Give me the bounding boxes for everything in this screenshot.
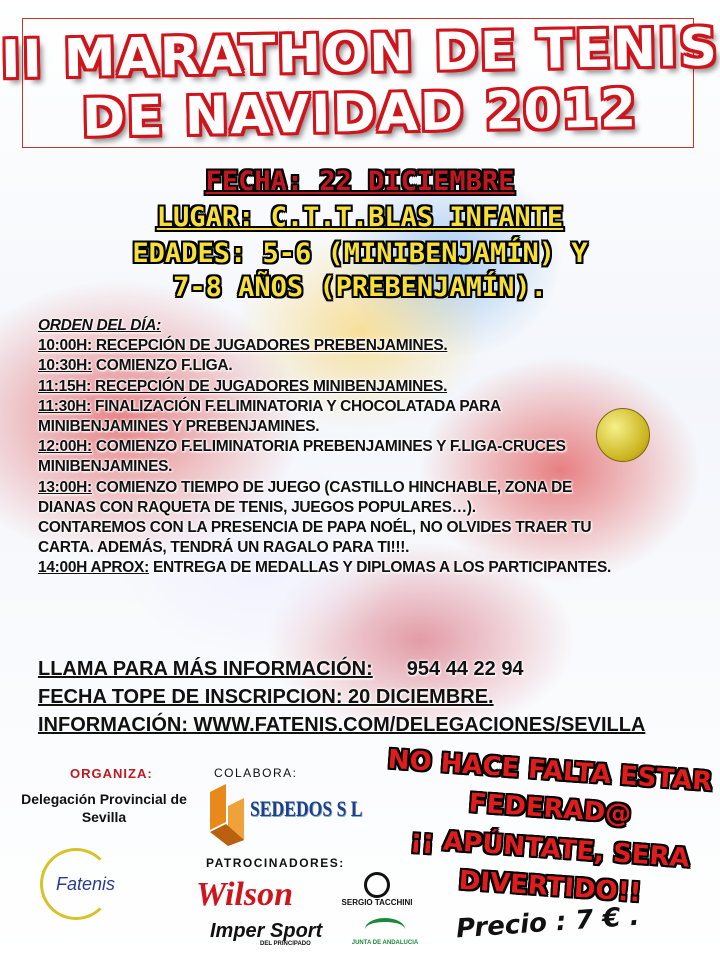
junta-arc-icon	[365, 918, 405, 940]
organiza-name: Delegación Provincial de Sevilla	[21, 791, 187, 825]
event-location: LUGAR: C.T.T.BLAS INFANTE	[156, 202, 564, 233]
event-date: FECHA: 22 DICIEMBRE	[205, 166, 515, 197]
schedule-item: 11:15H: RECEPCIÓN DE JUGADORES MINIBENJAMINES.	[38, 377, 448, 395]
junta-andalucia-logo: JUNTA DE ANDALUCIA	[330, 918, 440, 946]
wilson-logo: Wilson	[196, 876, 294, 913]
schedule-item: 13:00H: COMIENZO TIEMPO DE JUEGO (CASTILLO HINCHABLE, ZONA DE	[38, 478, 573, 496]
schedule-item: DIANAS CON RAQUETA DE TENIS, JUEGOS POPULARES…).	[38, 498, 476, 516]
schedule-item: 14:00H APROX: ENTREGA DE MEDALLAS Y DIPLOMAS A LOS PARTICIPANTES.	[38, 559, 612, 577]
website-link[interactable]: INFORMACIÓN: WWW.FATENIS.COM/DELEGACIONES/SEVILLA	[38, 714, 646, 736]
sededos-logo-icon	[206, 782, 246, 848]
fatenis-wordmark: Fatenis	[56, 874, 116, 894]
fatenis-logo	[40, 848, 170, 928]
schedule-item: 11:30H: FINALIZACIÓN F.ELIMINATORIA Y CHOCOLATADA PARA	[38, 397, 501, 415]
colabora-name: SEDEDOS S L	[250, 796, 363, 821]
schedule-item: 12:00H: COMIENZO F.ELIMINATORIA PREBENJAMINES Y F.LIGA-CRUCES	[38, 438, 566, 456]
schedule-heading: ORDEN DEL DÍA:	[38, 317, 161, 334]
phone-number[interactable]: 954 44 22 94	[406, 658, 524, 680]
promo-line-4: DIVERTIDO!!	[457, 865, 643, 909]
sergio-tacchini-logo: SERGIO TACCHINI	[322, 872, 432, 907]
imper-sport-logo: Imper Sport DEL PRINCIPADO	[210, 920, 323, 947]
schedule	[38, 316, 698, 579]
deadline-line: FECHA TOPE DE INSCRIPCION: 20 DICIEMBRE.	[38, 686, 494, 708]
organiza-label: ORGANIZA:	[70, 766, 153, 781]
patrocinadores-label: PATROCINADORES:	[206, 856, 345, 870]
schedule-item: CONTAREMOS CON LA PRESENCIA DE PAPA NOÉL, NO OLVIDES TRAER TU	[38, 519, 592, 537]
event-ages-line-1: EDADES: 5-6 (MINIBENJAMÍN) Y	[132, 238, 588, 269]
price-label: Precio : 7 € .	[455, 901, 641, 945]
event-ages-line-2: 7-8 AÑOS (PREBENJAMÍN).	[173, 272, 547, 303]
schedule-item: 10:30H: COMIENZO F.LIGA.	[38, 357, 233, 375]
schedule-item: CARTA. ADEMÁS, TENDRÁ UN RAGALO PARA TI!!!.	[38, 539, 410, 557]
promo-line-2: FEDERAD@	[467, 788, 633, 830]
main-title-line-2: DE NAVIDAD 2012	[81, 79, 639, 149]
colabora-label: COLABORA:	[214, 766, 298, 780]
schedule-item: MINIBENJAMINES.	[38, 458, 173, 476]
schedule-item: 10:00H: RECEPCIÓN DE JUGADORES PREBENJAMINES.	[38, 337, 448, 355]
promo-line-3: ¡¡ APÚNTATE, SERA	[409, 824, 691, 874]
schedule-item: MINIBENJAMINES Y PREBENJAMINES.	[38, 418, 320, 436]
contact-line: LLAMA PARA MÁS INFORMACIÓN: 954 44 22 94	[38, 658, 524, 680]
main-title-line-1: II MARATHON DE TENIS	[0, 17, 720, 91]
promo-line-1: NO HACE FALTA ESTAR	[386, 744, 714, 798]
